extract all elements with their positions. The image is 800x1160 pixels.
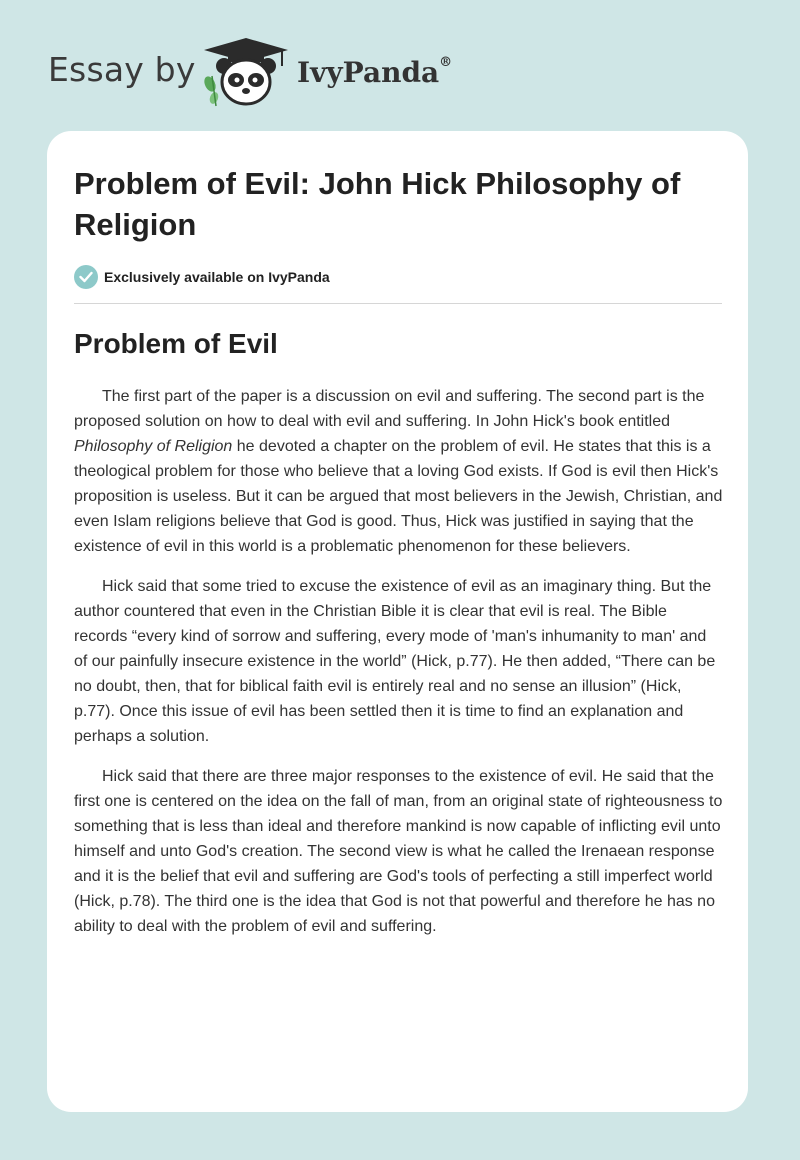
panda-graduate-icon xyxy=(200,36,292,108)
check-icon xyxy=(74,265,98,289)
paragraph-3: Hick said that there are three major responses to the existence of evil. He said that the first one is centered on the idea on the fall of man, from an original state of righteousness to something that is less than ideal and therefore mankind is now capable of inflicting evil unto himself and unto God's creation. The second view is what he called the Irenaean response and it is the belief that evil and suffering are God's tools of perfecting a still imperfect world (Hick, p.78). The third one is the idea that God is not that powerful and therefore he has no ability to deal with the problem of evil and suffering. xyxy=(74,768,723,935)
section-heading: Problem of Evil xyxy=(74,328,278,359)
essay-by-label: Essay by xyxy=(48,50,196,89)
essay-card xyxy=(47,131,748,1112)
paragraph-2: Hick said that some tried to excuse the existence of evil as an imaginary thing. But the author countered that even in the Christian Bible it is clear that evil is real. The Bible records “every kind of sorrow and suffering, every mode of 'man's inhumanity to man' and of our painfully insecure existence in the world” (Hick, p.77). He then added, “There can be no doubt, then, that for biblical faith evil is entirely real and no sense an illusion” (Hick, p.77). Once this issue of evil has been settled then it is time to find an explanation and perhaps a solution. xyxy=(74,578,716,745)
divider xyxy=(74,303,722,304)
exclusive-label: Exclusively available on IvyPanda xyxy=(104,269,330,285)
page-title: Problem of Evil: John Hick Philosophy of Religion xyxy=(74,166,681,242)
site-header xyxy=(0,0,800,130)
article-body xyxy=(74,384,724,954)
paragraph-1: The first part of the paper is a discussion on evil and suffering. The second part is the proposed solution on how to deal with evil and suffering. In John Hick's book entitled Philosophy of Religion he devoted a chapter on the problem of evil. He states that this is a theological problem for those who believe that a loving God exists. If God is evil then Hick's proposition is useless. But it can be argued that most believers in the Jewish, Christian, and even Islam religions believe that God is good. Thus, Hick was justified in saying that the existence of evil in this world is a problematic phenomenon for these believers. xyxy=(74,388,723,555)
exclusive-badge xyxy=(74,265,330,289)
book-title: Philosophy of Religion xyxy=(74,438,233,455)
brand-name[interactable]: IvyPanda® xyxy=(297,54,453,89)
